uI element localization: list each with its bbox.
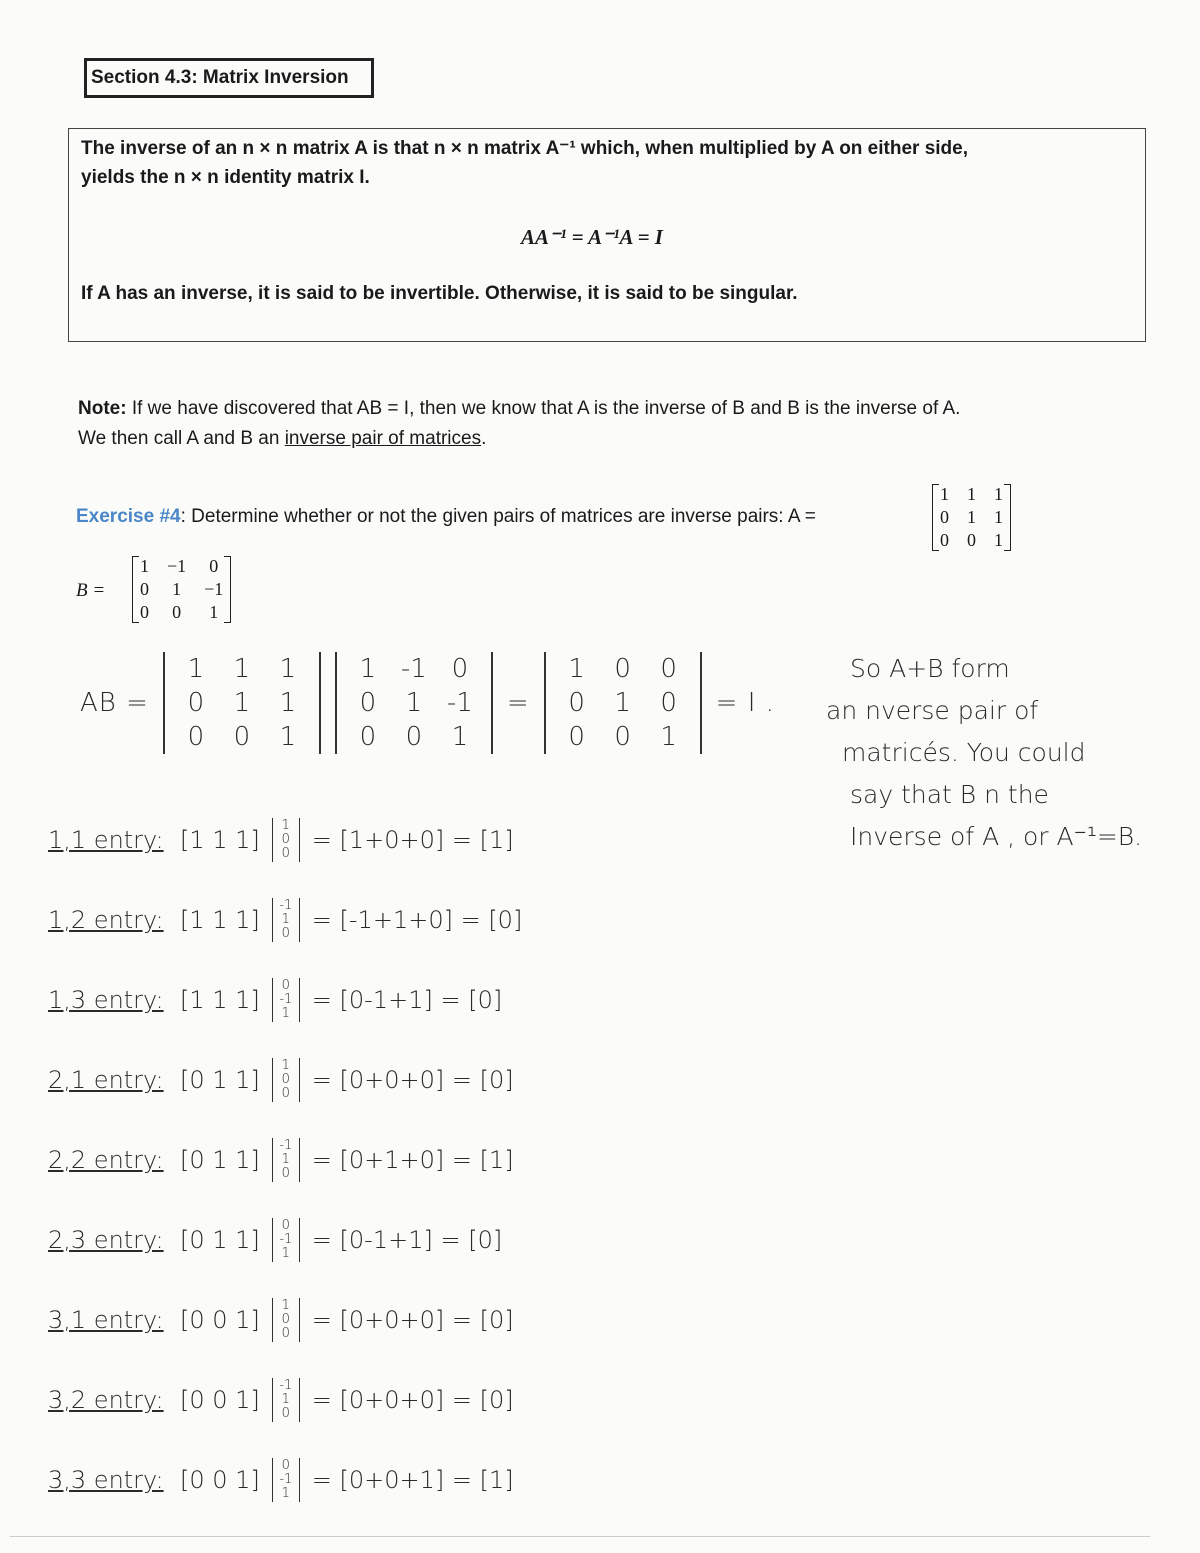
entry-computations xyxy=(48,800,522,1520)
note-label: Note: xyxy=(78,398,127,419)
entry-label: 3,2 entry: xyxy=(48,1386,164,1414)
entry-row xyxy=(48,960,522,1040)
entry-label: 2,2 entry: xyxy=(48,1146,164,1174)
entry-column-vector: 1 0 0 xyxy=(272,1298,300,1342)
hand-b-cell: 0 xyxy=(405,722,423,752)
entry-label: 3,3 entry: xyxy=(48,1466,164,1494)
printed-b-cell: 0 xyxy=(140,579,149,599)
hand-a-cell: 0 xyxy=(187,722,205,752)
hand-a-cell: 1 xyxy=(279,688,297,718)
printed-matrix-a xyxy=(940,484,1003,551)
exercise-statement xyxy=(76,506,816,528)
entry-column-vector: 0 -1 1 xyxy=(272,1458,300,1502)
entry-column-vector: 1 0 0 xyxy=(272,818,300,862)
inverse-pair-term: inverse pair of matrices xyxy=(284,428,482,449)
entry-row xyxy=(48,1440,522,1520)
printed-b-cell: 0 xyxy=(140,602,149,622)
hand-r-cell: 1 xyxy=(614,688,631,718)
hand-a-cell: 0 xyxy=(233,722,251,752)
entry-row-vector: [0 1 1] xyxy=(180,1146,260,1174)
note-line-1 xyxy=(78,398,960,420)
printed-a-cell: 0 xyxy=(940,507,949,527)
conclusion-line-5: Inverse of A , or A⁻¹=B. xyxy=(850,822,1143,851)
entry-column-vector: -1 1 0 xyxy=(272,898,300,942)
definition-line-2: yields the n × n identity matrix I. xyxy=(81,167,370,188)
hand-b-cell: 0 xyxy=(359,722,377,752)
hand-b-cell: -1 xyxy=(400,654,427,684)
conclusion-line-4: say that B n the xyxy=(850,780,1049,809)
hand-a-cell: 1 xyxy=(279,654,297,684)
entry-column-vector: -1 1 0 xyxy=(272,1138,300,1182)
entry-row xyxy=(48,1120,522,1200)
printed-b-cell: −1 xyxy=(204,579,224,599)
entry-label: 1,2 entry: xyxy=(48,906,164,934)
entry-sum: = [1+0+0] = [1] xyxy=(311,826,514,854)
entry-row-vector: [0 1 1] xyxy=(180,1066,260,1094)
entry-column-vector: 1 0 0 xyxy=(272,1058,300,1102)
printed-b-cell: 1 xyxy=(140,556,149,576)
entry-sum: = [0+0+0] = [0] xyxy=(311,1066,514,1094)
hand-b-cell: 1 xyxy=(405,688,423,718)
hand-matrix-b xyxy=(335,652,493,754)
entry-label: 3,1 entry: xyxy=(48,1306,164,1334)
entry-label: 2,1 entry: xyxy=(48,1066,164,1094)
entry-sum: = [0-1+1] = [0] xyxy=(311,986,503,1014)
printed-a-cell: 1 xyxy=(994,484,1003,504)
hand-b-cell: -1 xyxy=(446,688,473,718)
section-title: Section 4.3: Matrix Inversion xyxy=(84,58,374,98)
entry-label: 1,3 entry: xyxy=(48,986,164,1014)
printed-a-cell: 1 xyxy=(940,484,949,504)
entry-row xyxy=(48,880,522,960)
exercise-label: Exercise #4 xyxy=(76,506,181,527)
note-line2-suffix: . xyxy=(481,428,487,449)
entry-column-vector: 0 -1 1 xyxy=(272,978,300,1022)
page-edge xyxy=(10,1536,1150,1537)
printed-a-cell: 1 xyxy=(967,507,976,527)
printed-a-cell: 1 xyxy=(994,507,1003,527)
hand-b-cell: 1 xyxy=(451,722,469,752)
entry-row xyxy=(48,1200,522,1280)
entry-row-vector: [1 1 1] xyxy=(180,986,260,1014)
entry-sum: = [0+0+0] = [0] xyxy=(311,1386,514,1414)
conclusion-line-1: So A+B form xyxy=(850,654,1010,683)
entry-row xyxy=(48,1280,522,1360)
printed-b-cell: −1 xyxy=(167,556,187,576)
printed-b-cell: 1 xyxy=(172,579,182,599)
note-text: If we have discovered that AB = I, then we know that A is the inverse of B and B is the inverse of A. xyxy=(131,398,961,419)
note-line-2 xyxy=(78,428,486,450)
entry-sum: = [0+0+0] = [0] xyxy=(311,1306,514,1334)
entry-sum: = [0+1+0] = [1] xyxy=(311,1146,514,1174)
printed-b-cell: 1 xyxy=(209,602,219,622)
entry-row xyxy=(48,1040,522,1120)
hand-r-cell: 0 xyxy=(568,688,585,718)
entry-column-vector: 0 -1 1 xyxy=(272,1218,300,1262)
conclusion-line-3: matricés. You could xyxy=(842,738,1086,767)
hand-b-cell: 0 xyxy=(451,654,469,684)
exercise-text: : Determine whether or not the given pairs of matrices are inverse pairs: A = xyxy=(180,506,816,527)
hand-r-cell: 0 xyxy=(614,722,631,752)
hand-a-cell: 1 xyxy=(233,654,251,684)
entry-sum: = [0+0+1] = [1] xyxy=(311,1466,514,1494)
matrix-b-label: B = xyxy=(76,580,106,601)
note-line2-prefix: We then call A and B an xyxy=(78,428,285,449)
hand-a-cell: 0 xyxy=(187,688,205,718)
inverse-equation: AA⁻¹ = A⁻¹A = I xyxy=(521,225,663,249)
hand-r-cell: 0 xyxy=(614,654,631,684)
hand-matrix-result xyxy=(544,652,702,754)
printed-a-cell: 1 xyxy=(994,530,1003,550)
definition-line-3: If A has an inverse, it is said to be invertible. Otherwise, it is said to be singular. xyxy=(81,283,798,304)
entry-row-vector: [1 1 1] xyxy=(180,826,260,854)
hand-b-cell: 1 xyxy=(359,654,377,684)
hand-r-cell: 0 xyxy=(660,654,677,684)
entry-row xyxy=(48,800,522,880)
conclusion-line-2: an nverse pair of xyxy=(826,696,1039,725)
entry-row-vector: [1 1 1] xyxy=(180,906,260,934)
entry-sum: = [0-1+1] = [0] xyxy=(311,1226,503,1254)
hand-a-cell: 1 xyxy=(279,722,297,752)
definition-line-1: The inverse of an n × n matrix A is that n × n matrix A⁻¹ which, when multiplied by A on either side, xyxy=(81,138,968,159)
entry-row-vector: [0 0 1] xyxy=(180,1466,260,1494)
hand-r-cell: 1 xyxy=(568,654,585,684)
hand-r-cell: 0 xyxy=(568,722,585,752)
printed-matrix-b xyxy=(140,556,223,623)
entry-column-vector: -1 1 0 xyxy=(272,1378,300,1422)
hand-r-cell: 0 xyxy=(660,688,677,718)
printed-b-cell: 0 xyxy=(172,602,182,622)
conclusion-note xyxy=(826,648,1143,858)
entry-label: 1,1 entry: xyxy=(48,826,164,854)
entry-row xyxy=(48,1360,522,1440)
hand-matrix-a xyxy=(163,652,321,754)
entry-row-vector: [0 0 1] xyxy=(180,1306,260,1334)
printed-a-cell: 1 xyxy=(967,484,976,504)
entry-label: 2,3 entry: xyxy=(48,1226,164,1254)
hand-a-cell: 1 xyxy=(187,654,205,684)
printed-a-cell: 0 xyxy=(940,530,949,550)
ab-product-line: AB = 1 1 1 0 1 1 0 0 1 1 -1 0 0 1 -1 0 0 1 = 1 0 0 0 1 0 0 0 1 = I . xyxy=(80,654,775,752)
hand-a-cell: 1 xyxy=(233,688,251,718)
entry-sum: = [-1+1+0] = [0] xyxy=(311,906,523,934)
printed-a-cell: 0 xyxy=(967,530,976,550)
hand-b-cell: 0 xyxy=(359,688,377,718)
equals-identity: = I . xyxy=(715,688,775,718)
entry-row-vector: [0 0 1] xyxy=(180,1386,260,1414)
definition-box xyxy=(68,128,1146,342)
printed-b-cell: 0 xyxy=(209,556,219,576)
hand-r-cell: 1 xyxy=(660,722,677,752)
entry-row-vector: [0 1 1] xyxy=(180,1226,260,1254)
ab-label: AB = xyxy=(80,688,149,718)
